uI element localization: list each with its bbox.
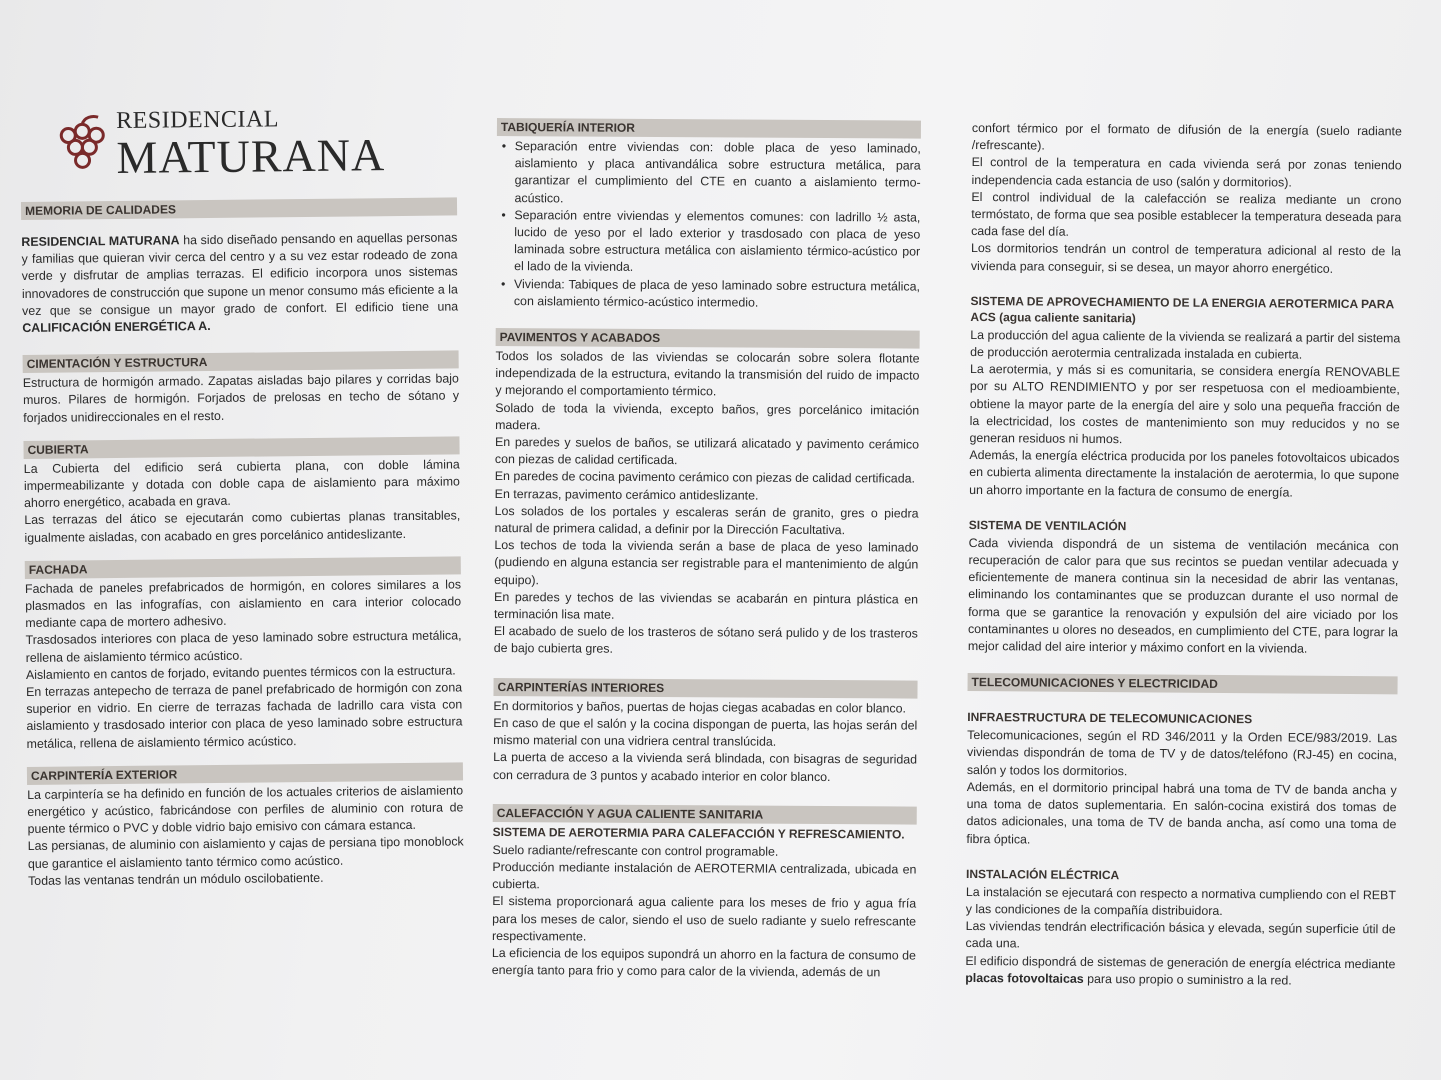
acs-text-2: La aerotermia, y más si es comunitaria, se considera energía RENOVABLE por su ALTO RENDIMIENTO y por ser respetuosa con el medioambiente, obtiene la mayor parte de la energía del aire y solo una pequeña fracción de la electricidad, los costes de mantenimiento son muy reducidos y no se generan residuos ni humos. [969, 362, 1401, 447]
heading-carpinterias-interiores: CARPINTERÍAS INTERIORES [493, 678, 917, 699]
pavimentos-text-1: Todos los solados de las viviendas se colocarán sobre solera flotante independizada de la estructura, evitando la transmisión del ruido de impacto y mejorando el comportamiento térmico. [495, 349, 920, 399]
telecom-text-1: Telecomunicaciones, según el RD 346/2011 y la Orden ECE/983/2019. Las viviendas dispondrán de toma de TV y de datos/teléfono (RJ-45) en cocina, salón y todos los dormitorios. [966, 728, 1398, 778]
heading-calefaccion: CALEFACCIÓN Y AGUA CALIENTE SANITARIA [493, 804, 917, 825]
acs-text-3: Además, la energía eléctrica producida por los paneles fotovoltaicos ubicados en cubierta alimenta directamente la instalación de aerotermia, lo que supone un ahorro importante en la factura de consumo de energía. [969, 448, 1400, 500]
carpinteria-int-text-1: En dormitorios y baños, puertas de hojas ciegas acabadas en color blanco. [493, 698, 907, 716]
carpinteria-ext-text-1: La carpintería se ha definido en función de los actuales criterios de aislamiento energético y acústico, fabricándose con perfiles de aluminio con rotura de puente térmico o PVC y doble vidrio bajo emisivo con cámara estanca. [27, 783, 464, 837]
pavimentos-text-5: En terrazas, pavimento cerámico antideslizante. [494, 486, 759, 503]
calefaccion-text-2: Producción mediante instalación de AEROTERMIA centralizada, ubicada en cubierta. [492, 859, 917, 892]
electrica-text-2: Las viviendas tendrán electrificación básica y elevada, según superficie útil de cada una. [965, 919, 1396, 951]
confort-text-1: confort térmico por el formato de difusión de la energía (suelo radiante /refrescante). [971, 120, 1402, 153]
tabiqueria-list [496, 138, 921, 313]
list-item: • Vivienda: Tabiques de placa de yeso laminado sobre estructura metálica, con aislamiento térmico-acústico intermedio. [514, 276, 920, 313]
column-3 [965, 120, 1402, 990]
carpinteria-int-text-2: En caso de que el salón y la cocina dispongan de puerta, las hojas serán del mismo material con una vidriera central translúcida. [493, 715, 918, 749]
column-2 [492, 118, 921, 982]
calefaccion-text-1: Suelo radiante/refrescante con control programable. [492, 842, 779, 859]
electrica-text-3: El edificio dispondrá de sistemas de generación de energía eléctrica mediante placas fotovoltaicas para uso propio o suministro a la red. [965, 953, 1396, 988]
heading-carpinteria-exterior: CARPINTERÍA EXTERIOR [27, 762, 463, 785]
confort-text-3: El control individual de la calefacción se realiza mediante un crono termóstato, de forma que sea posible establecer la temperatura deseada para cada fase del día. [971, 189, 1402, 239]
acs-text-1: La producción del agua caliente de la vivienda se realizará a partir del sistema de producción aerotermia centralizada instalada en cubierta. [970, 327, 1401, 362]
brand-logo [54, 105, 457, 181]
subheading-ventilacion: SISTEMA DE VENTILACIÓN [968, 517, 1127, 534]
subheading-acs: SISTEMA DE APROVECHAMIENTO DE LA ENERGIA AEROTERMICA PARA ACS (agua caliente sanitaria) [970, 293, 1394, 326]
pavimentos-text-4: En paredes de cocina pavimento cerámico con piezas de calidad certificada. [494, 469, 916, 487]
heading-fachada: FACHADA [25, 556, 461, 579]
pavimentos-text-7: Los techos de toda la vivienda serán a base de placa de yeso laminado (pudiendo en alguna estancia ser registrable para el mantenimiento de algún equipo). [494, 538, 919, 587]
telecom-text-2: Además, en el dormitorio principal habrá una toma de TV de banda ancha y una toma de datos suplementaria. En salón-cocina existirá dos tomas de datos adicionales, una toma de TV de banda ancha, así como una toma de fibra óptica. [966, 779, 1397, 846]
fachada-text-1: Fachada de paneles prefabricados de hormigón, en colores similares a los plasmados en las infografías, con aislamiento en cara interior colocado mediante capa de mortero adhesivo. [24, 577, 462, 631]
calefaccion-text-3: El sistema proporcionará agua caliente para los meses de frio y agua fría para los meses de calor, siendo el uso de suelo radiante y suelo refrescante respectivamente. [491, 894, 917, 944]
heading-cimentacion: CIMENTACIÓN Y ESTRUCTURA [23, 351, 459, 374]
list-item: • Separación entre viviendas con: doble placa de yeso laminado, aislamiento y placa antivandálica sobre estructura metálica, para garantizar el cumplimiento del CTE en cuanto a aislamiento termo-acústico. [514, 138, 920, 209]
brand-line1: RESIDENCIAL [115, 106, 280, 134]
cimentacion-text: Estructura de hormigón armado. Zapatas aisladas bajo pilares y corridas bajo muros. Pilares de hormigón. Forjados de prelosas en techo de sótano y forjados unidireccionales en el resto. [22, 371, 460, 425]
column-1 [20, 105, 464, 890]
heading-cubierta: CUBIERTA [23, 436, 459, 459]
heading-memoria: MEMORIA DE CALIDADES [21, 197, 457, 220]
pavimentos-text-6: Los solados de los portales y escaleras serán de granito, gres o piedra natural de primera calidad, a definir por la Dirección Facultativa. [494, 503, 919, 538]
cubierta-text-1: La Cubierta del edificio será cubierta plana, con doble lámina impermeabilizante y dotada con doble capa de aislamiento para máximo ahorro energético, acabada en grava. [23, 457, 460, 511]
pavimentos-text-2: Solado de toda la vivienda, excepto baños, gres porcelánico imitación madera. [495, 400, 920, 433]
carpinteria-ext-text-2: Las persianas, de aluminio con aislamiento y cajas de persiana tipo monoblock que garantice el aislamiento tanto térmico como acústico. [27, 834, 464, 871]
heading-telecomunicaciones: TELECOMUNICACIONES Y ELECTRICIDAD [968, 673, 1398, 694]
fachada-text-4: En terrazas antepecho de terraza de panel prefabricado de hormigón con zona superior en vidrio. En cierre de terrazas fachada de ladrillo cara vista con aislamiento y trasdosado interior con placa de yeso laminado sobre estructura metálica, rellena de aislamiento térmico acústico. [26, 680, 463, 751]
carpinteria-int-text-3: La puerta de acceso a la vivienda será blindada, con bisagras de seguridad con cerradura de 3 puntos y acabado interior en color blanco. [492, 750, 918, 784]
pavimentos-text-9: El acabado de suelo de los trasteros de sótano será pulido y de los trasteros de bajo cubierta gres. [493, 624, 918, 657]
fachada-text-2: Trasdosados interiores con placa de yeso laminado sobre estructura metálica, rellena de aislamiento térmico acústico. [25, 628, 462, 665]
memoria-intro: RESIDENCIAL MATURANA ha sido diseñado pensando en aquellas personas y familias que quieran vivir cerca del centro y a su vez estar rodeado de zona verde y disfrutar de amplias terrazas. El edificio incorpora unos sistemas innovadores de construcción que supone un menor consumo más eficiente a la vez que se consigue un mayor grado de confort. El edificio tiene una CALIFICACIÓN ENERGÉTICA A. [21, 230, 459, 336]
brand-line2: MATURANA [116, 129, 386, 183]
cubierta-text-2: Las terrazas del ático se ejecutarán como cubiertas planas transitables, igualmente aisladas, con acabado en gres porcelánico antideslizante. [24, 508, 461, 545]
subheading-infraestructura: INFRAESTRUCTURA DE TELECOMUNICACIONES [967, 710, 1253, 727]
electrica-text-1: La instalación se ejecutará con respecto a normativa cumpliendo con el REBT y las condiciones de la compañía distribuidora. [965, 884, 1396, 918]
list-item: • Separación entre viviendas y elementos comunes: con ladrillo ½ asta, lucido de yeso por el lado exterior y trasdosado con placa de yeso laminada sobre estructura metálica con aislamiento térmico-acústico por el lado de la vivienda. [514, 207, 920, 278]
ventilacion-text: Cada vivienda dispondrá de un sistema de ventilación mecánica con recuperación de calor para que sus recintos se puedan ventilar adecuada y eficientemente de manera continua sin la necesidad de abrir las ventanas, eliminando los contaminantes que se produzcan durante el uso normal de forma que se garantice la renovación y expulsión del aire viciado por los contaminantes u olores no deseados, en cumplimiento del CTE, para lograr la mejor calidad del aire interior y máximo confort en la vivienda. [967, 535, 1399, 656]
confort-text-4: Los dormitorios tendrán un control de temperatura adicional al resto de la vivienda para conseguir, si se desea, un mayor ahorro energético. [970, 241, 1402, 276]
pavimentos-text-8: En paredes y techos de las viviendas se acabarán en pintura plástica en terminación lisa mate. [493, 589, 919, 622]
subheading-instalacion-electrica: INSTALACIÓN ELÉCTRICA [966, 866, 1120, 882]
heading-tabiqueria: TABIQUERÍA INTERIOR [497, 118, 921, 139]
calefaccion-text-4: La eficiencia de los equipos supondrá un ahorro en la factura de consumo de energía tanto para frio y como para calor de la vivienda, además de un [491, 945, 916, 980]
pavimentos-text-3: En paredes y suelos de baños, se utilizará alicatado y pavimento cerámico con piezas de calidad certificada. [494, 435, 920, 468]
carpinteria-ext-text-3: Todas las ventanas tendrán un módulo oscilobatiente. [27, 870, 324, 888]
heading-pavimentos: PAVIMENTOS Y ACABADOS [496, 328, 920, 349]
confort-text-2: El control de la temperatura en cada vivienda será por zonas teniendo independencia cada estancia de uso (salón y dormitorios). [971, 155, 1402, 190]
grape-logo-icon [54, 113, 111, 178]
subheading-aerotermia: SISTEMA DE AEROTERMIA PARA CALEFACCIÓN Y REFRESCAMIENTO. [492, 824, 905, 842]
fachada-text-3: Aislamiento en cantos de forjado, evitando puentes térmicos con la estructura. [25, 663, 456, 682]
